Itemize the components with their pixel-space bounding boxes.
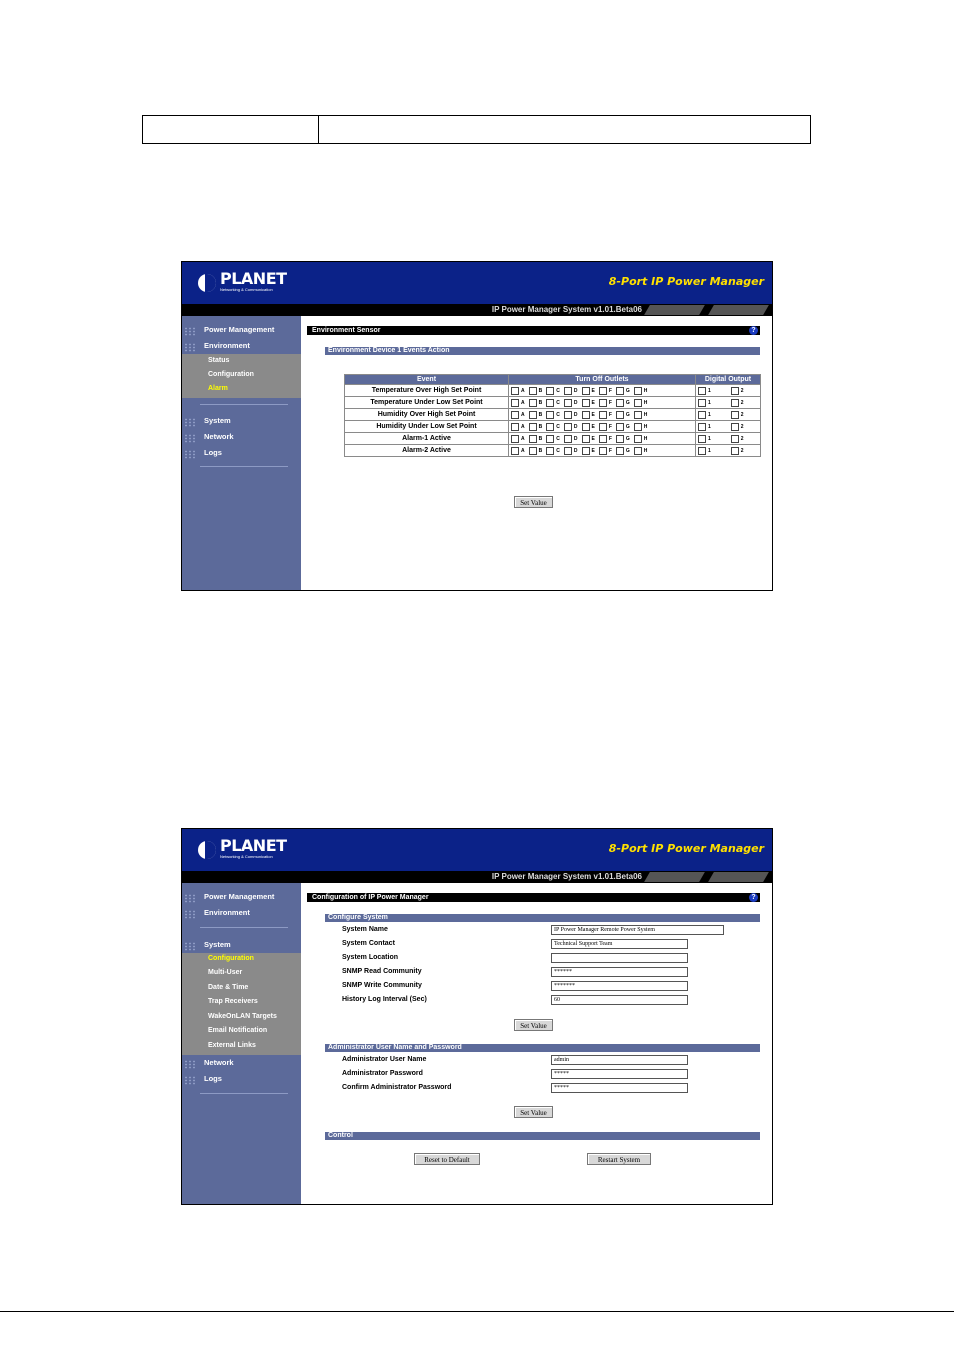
main-content: [307, 883, 772, 1204]
outlet-label: E: [591, 387, 595, 394]
outlet-checkbox[interactable]: [511, 435, 519, 443]
planet-logo-icon: [198, 274, 216, 292]
table-row: [345, 445, 761, 457]
outlet-label: F: [608, 447, 612, 454]
outlet-label: C: [556, 447, 560, 454]
outlet-label: B: [538, 435, 543, 442]
footer-line: [0, 1311, 954, 1312]
screenshot-environment-alarm: [181, 261, 773, 591]
outlet-checkbox[interactable]: [564, 435, 572, 443]
outlet-checkbox[interactable]: [564, 423, 572, 431]
nav-email-notification[interactable]: Email Notification: [208, 1027, 268, 1034]
admin-user-input[interactable]: admin: [551, 1055, 688, 1065]
version-text: IP Power Manager System v1.01.Beta06: [491, 872, 642, 881]
outlet-checkboxes: [509, 433, 696, 445]
version-bar: [182, 304, 772, 316]
outlet-checkbox[interactable]: [564, 447, 572, 455]
outlet-label: E: [591, 399, 595, 406]
outlet-label: C: [556, 399, 560, 406]
outlet-label: A: [521, 399, 525, 406]
nav-separator: [200, 466, 288, 467]
grid-dots-icon: [184, 910, 196, 919]
nav-status[interactable]: Status: [208, 357, 230, 364]
output-checkbox[interactable]: [698, 411, 706, 419]
nav-wakeonlan-targets[interactable]: WakeOnLAN Targets: [208, 1013, 277, 1020]
outlet-label: G: [625, 423, 630, 430]
output-checkbox[interactable]: [731, 399, 739, 407]
nav-configuration[interactable]: Configuration: [208, 371, 254, 378]
outlet-label: C: [556, 411, 560, 418]
event-name: Temperature Under Low Set Point: [345, 397, 509, 409]
sidebar: [182, 883, 301, 1204]
system-name-label: System Name: [342, 926, 388, 933]
version-bar: [182, 871, 772, 883]
output-label: 1: [708, 435, 711, 442]
grid-dots-icon: [184, 1076, 196, 1085]
outlet-checkbox[interactable]: [564, 387, 572, 395]
outlet-label: H: [643, 387, 648, 394]
digital-output-checkboxes: [696, 397, 761, 409]
header-digital-output: Digital Output: [696, 375, 761, 385]
grid-dots-icon: [184, 1060, 196, 1069]
page-title-bar: [307, 326, 760, 335]
output-label: 2: [740, 399, 744, 406]
grid-dots-icon: [184, 894, 196, 903]
outlet-checkbox[interactable]: [582, 423, 590, 431]
grid-dots-icon: [184, 434, 196, 443]
outlet-checkbox[interactable]: [582, 411, 590, 419]
outlet-label: A: [521, 435, 525, 442]
outlet-label: B: [538, 411, 543, 418]
section-title: Configure System: [328, 914, 388, 921]
outlet-checkbox[interactable]: [564, 411, 572, 419]
outlet-checkbox[interactable]: [546, 411, 554, 419]
outlet-label: E: [591, 435, 595, 442]
system-location-label: System Location: [342, 954, 399, 961]
outlet-label: A: [521, 411, 525, 418]
outlet-checkbox[interactable]: [564, 399, 572, 407]
nav-trap-receivers[interactable]: Trap Receivers: [208, 998, 258, 1005]
control-bar: [325, 1132, 760, 1140]
header-tab-2[interactable]: [708, 305, 769, 315]
outlet-checkbox[interactable]: [511, 447, 519, 455]
header-tab-1[interactable]: [644, 305, 705, 315]
outlet-label: H: [643, 411, 648, 418]
outlet-checkbox[interactable]: [616, 447, 624, 455]
nav-separator: [200, 927, 288, 928]
event-name: Alarm-2 Active: [345, 445, 509, 457]
table-row: [345, 397, 761, 409]
outlet-label: H: [643, 423, 648, 430]
outlet-label: C: [556, 423, 560, 430]
grid-dots-icon: [184, 327, 196, 336]
header-turn-off-outlets: Turn Off Outlets: [509, 375, 696, 385]
outlet-label: G: [625, 447, 630, 454]
outlet-checkbox[interactable]: [511, 387, 519, 395]
logo-subtext: Networking & Communication: [220, 854, 273, 859]
outlet-label: B: [538, 399, 543, 406]
output-label: 1: [708, 411, 711, 418]
output-checkbox[interactable]: [731, 423, 739, 431]
reset-to-default-button[interactable]: Reset to Default: [414, 1153, 480, 1165]
event-name: Humidity Under Low Set Point: [345, 421, 509, 433]
grid-dots-icon: [184, 942, 196, 951]
help-icon[interactable]: ?: [749, 893, 758, 902]
outlet-checkbox[interactable]: [634, 423, 642, 431]
outlet-checkbox[interactable]: [599, 399, 607, 407]
nav-separator: [200, 1093, 288, 1094]
output-checkbox[interactable]: [731, 435, 739, 443]
planet-logo: [198, 838, 287, 860]
event-name: Alarm-1 Active: [345, 433, 509, 445]
section-title: Administrator User Name and Password: [328, 1044, 462, 1051]
nav-system[interactable]: [184, 939, 299, 953]
logo-subtext: Networking & Communication: [220, 287, 273, 292]
event-name: Temperature Over High Set Point: [345, 385, 509, 397]
outlet-label: D: [573, 387, 578, 394]
outlet-checkboxes: [509, 385, 696, 397]
page-title: Configuration of IP Power Manager: [312, 894, 429, 901]
outlet-checkbox[interactable]: [616, 435, 624, 443]
output-label: 2: [740, 411, 744, 418]
header-tab-1[interactable]: [644, 872, 705, 882]
top-table-box: [142, 115, 811, 144]
events-action-table: [344, 374, 761, 457]
environment-submenu: [182, 354, 301, 398]
outlet-label: G: [625, 387, 630, 394]
outlet-label: D: [573, 411, 578, 418]
outlet-label: F: [608, 435, 612, 442]
restart-system-button[interactable]: Restart System: [587, 1153, 651, 1165]
nav-separator: [200, 404, 288, 405]
nav-label: System: [204, 416, 231, 425]
output-checkbox[interactable]: [698, 435, 706, 443]
outlet-label: A: [521, 447, 525, 454]
grid-dots-icon: [184, 418, 196, 427]
output-label: 2: [740, 387, 744, 394]
nav-label: Environment: [204, 341, 250, 350]
outlet-checkbox[interactable]: [616, 387, 624, 395]
nav-environment[interactable]: [184, 907, 299, 921]
nav-label: Logs: [204, 1074, 222, 1083]
outlet-label: F: [608, 399, 612, 406]
snmp-write-input[interactable]: *******: [551, 981, 688, 991]
nav-network[interactable]: [184, 431, 299, 445]
planet-logo-icon: [198, 841, 216, 859]
snmp-read-label: SNMP Read Community: [342, 968, 422, 975]
outlet-label: H: [643, 435, 648, 442]
nav-logs[interactable]: [184, 447, 299, 461]
grid-dots-icon: [184, 450, 196, 459]
admin-password-label: Administrator Password: [342, 1070, 423, 1077]
header-tab-2[interactable]: [708, 872, 769, 882]
table-row: [345, 421, 761, 433]
output-checkbox[interactable]: [698, 423, 706, 431]
outlet-checkbox[interactable]: [616, 423, 624, 431]
system-submenu: [182, 953, 301, 1055]
outlet-label: G: [625, 411, 630, 418]
outlet-checkboxes: [509, 397, 696, 409]
nav-label: Network: [204, 1058, 234, 1067]
outlet-checkbox[interactable]: [529, 411, 537, 419]
top-table-divider: [318, 116, 319, 143]
outlet-checkbox[interactable]: [546, 387, 554, 395]
configure-system-bar: [325, 914, 760, 922]
nav-label: Network: [204, 432, 234, 441]
outlet-checkbox[interactable]: [599, 435, 607, 443]
outlet-checkbox[interactable]: [582, 447, 590, 455]
system-contact-label: System Contact: [342, 940, 395, 947]
outlet-checkbox[interactable]: [599, 423, 607, 431]
system-location-input[interactable]: [551, 953, 688, 963]
admin-bar: [325, 1044, 760, 1052]
output-label: 1: [708, 387, 711, 394]
outlet-checkboxes: [509, 445, 696, 457]
output-label: 2: [740, 423, 744, 430]
output-checkbox[interactable]: [731, 447, 739, 455]
outlet-label: G: [625, 399, 630, 406]
digital-output-checkboxes: [696, 385, 761, 397]
nav-logs[interactable]: [184, 1073, 299, 1087]
grid-dots-icon: [184, 343, 196, 352]
outlet-checkbox[interactable]: [582, 387, 590, 395]
outlet-checkbox[interactable]: [599, 387, 607, 395]
snmp-read-input[interactable]: ******: [551, 967, 688, 977]
logo-text: PLANET: [220, 836, 287, 855]
header-banner: [182, 829, 772, 871]
page-title-bar: [307, 893, 760, 902]
system-contact-input[interactable]: Technical Support Team: [551, 939, 688, 949]
outlet-checkbox[interactable]: [582, 399, 590, 407]
outlet-checkbox[interactable]: [511, 399, 519, 407]
table-row: [345, 433, 761, 445]
nav-system[interactable]: [184, 415, 299, 429]
section-title: Control: [328, 1132, 353, 1139]
outlet-checkboxes: [509, 421, 696, 433]
outlet-checkbox[interactable]: [529, 387, 537, 395]
header-event: Event: [345, 375, 509, 385]
nav-external-links[interactable]: External Links: [208, 1042, 256, 1049]
output-checkbox[interactable]: [698, 399, 706, 407]
outlet-label: E: [591, 423, 595, 430]
page-title: Environment Sensor: [312, 327, 381, 334]
outlet-label: D: [573, 399, 578, 406]
nav-label: Power Management: [204, 892, 275, 901]
outlet-label: B: [538, 447, 543, 454]
outlet-label: D: [573, 435, 578, 442]
outlet-label: G: [625, 435, 630, 442]
outlet-label: E: [591, 447, 595, 454]
outlet-label: H: [643, 399, 648, 406]
confirm-password-label: Confirm Administrator Password: [342, 1084, 452, 1091]
outlet-checkbox[interactable]: [616, 411, 624, 419]
product-title: 8-Port IP Power Manager: [608, 275, 764, 288]
output-checkbox[interactable]: [731, 387, 739, 395]
outlet-checkboxes: [509, 409, 696, 421]
digital-output-checkboxes: [696, 421, 761, 433]
nav-power-management[interactable]: [184, 891, 299, 905]
confirm-password-input[interactable]: *****: [551, 1083, 688, 1093]
output-label: 1: [708, 399, 711, 406]
nav-network[interactable]: [184, 1057, 299, 1071]
output-label: 2: [740, 435, 744, 442]
planet-logo: [198, 271, 287, 293]
table-row: [345, 385, 761, 397]
snmp-write-label: SNMP Write Community: [342, 982, 422, 989]
digital-output-checkboxes: [696, 433, 761, 445]
digital-output-checkboxes: [696, 445, 761, 457]
nav-label: Environment: [204, 908, 250, 917]
outlet-label: H: [643, 447, 648, 454]
nav-environment[interactable]: [184, 340, 299, 354]
output-checkbox[interactable]: [698, 387, 706, 395]
product-title: 8-Port IP Power Manager: [608, 842, 764, 855]
outlet-label: B: [538, 423, 543, 430]
outlet-checkbox[interactable]: [634, 435, 642, 443]
header-banner: [182, 262, 772, 304]
history-log-input[interactable]: 60: [551, 995, 688, 1005]
table-row: [345, 409, 761, 421]
outlet-label: A: [521, 423, 525, 430]
main-content: [307, 316, 772, 590]
outlet-label: D: [573, 447, 578, 454]
outlet-checkbox[interactable]: [634, 399, 642, 407]
admin-user-label: Administrator User Name: [342, 1056, 427, 1063]
outlet-checkbox[interactable]: [529, 399, 537, 407]
outlet-label: A: [521, 387, 525, 394]
outlet-checkbox[interactable]: [634, 411, 642, 419]
admin-set-value-button[interactable]: Set Value: [514, 1106, 553, 1118]
nav-multi-user[interactable]: Multi-User: [208, 969, 243, 976]
outlet-checkbox[interactable]: [546, 423, 554, 431]
outlet-label: C: [556, 435, 560, 442]
outlet-label: B: [538, 387, 543, 394]
outlet-checkbox[interactable]: [599, 411, 607, 419]
outlet-checkbox[interactable]: [599, 447, 607, 455]
outlet-checkbox[interactable]: [546, 447, 554, 455]
nav-label: Logs: [204, 448, 222, 457]
screenshot-system-configuration: [181, 828, 773, 1205]
logo-text: PLANET: [220, 269, 287, 288]
outlet-checkbox[interactable]: [529, 423, 537, 431]
nav-date-time[interactable]: Date & Time: [208, 984, 249, 991]
output-checkbox[interactable]: [698, 447, 706, 455]
section-title-bar: [325, 347, 760, 355]
sidebar: [182, 316, 301, 590]
output-label: 1: [708, 447, 711, 454]
nav-configuration[interactable]: Configuration: [208, 955, 254, 962]
section-title: Environment Device 1 Events Action: [328, 347, 450, 354]
outlet-checkbox[interactable]: [582, 435, 590, 443]
outlet-label: F: [608, 423, 612, 430]
nav-label: System: [204, 940, 231, 949]
outlet-checkbox[interactable]: [616, 399, 624, 407]
outlet-checkbox[interactable]: [546, 435, 554, 443]
system-name-input[interactable]: IP Power Manager Remote Power System: [551, 925, 724, 935]
set-value-button[interactable]: Set Value: [514, 496, 553, 508]
nav-label: Power Management: [204, 325, 275, 334]
nav-alarm[interactable]: Alarm: [208, 385, 228, 392]
outlet-checkbox[interactable]: [529, 447, 537, 455]
output-label: 2: [740, 447, 744, 454]
output-checkbox[interactable]: [731, 411, 739, 419]
event-name: Humidity Over High Set Point: [345, 409, 509, 421]
outlet-checkbox[interactable]: [511, 411, 519, 419]
output-label: 1: [708, 423, 711, 430]
history-log-label: History Log Interval (Sec): [342, 996, 427, 1003]
outlet-checkbox[interactable]: [546, 399, 554, 407]
outlet-checkbox[interactable]: [634, 447, 642, 455]
nav-power-management[interactable]: [184, 324, 299, 338]
outlet-label: D: [573, 423, 578, 430]
help-icon[interactable]: ?: [749, 326, 758, 335]
outlet-checkbox[interactable]: [634, 387, 642, 395]
outlet-label: E: [591, 411, 595, 418]
digital-output-checkboxes: [696, 409, 761, 421]
version-text: IP Power Manager System v1.01.Beta06: [491, 305, 642, 314]
outlet-label: C: [556, 387, 560, 394]
set-value-button[interactable]: Set Value: [514, 1019, 553, 1031]
outlet-label: F: [608, 387, 612, 394]
outlet-checkbox[interactable]: [529, 435, 537, 443]
admin-password-input[interactable]: *****: [551, 1069, 688, 1079]
outlet-checkbox[interactable]: [511, 423, 519, 431]
outlet-label: F: [608, 411, 612, 418]
